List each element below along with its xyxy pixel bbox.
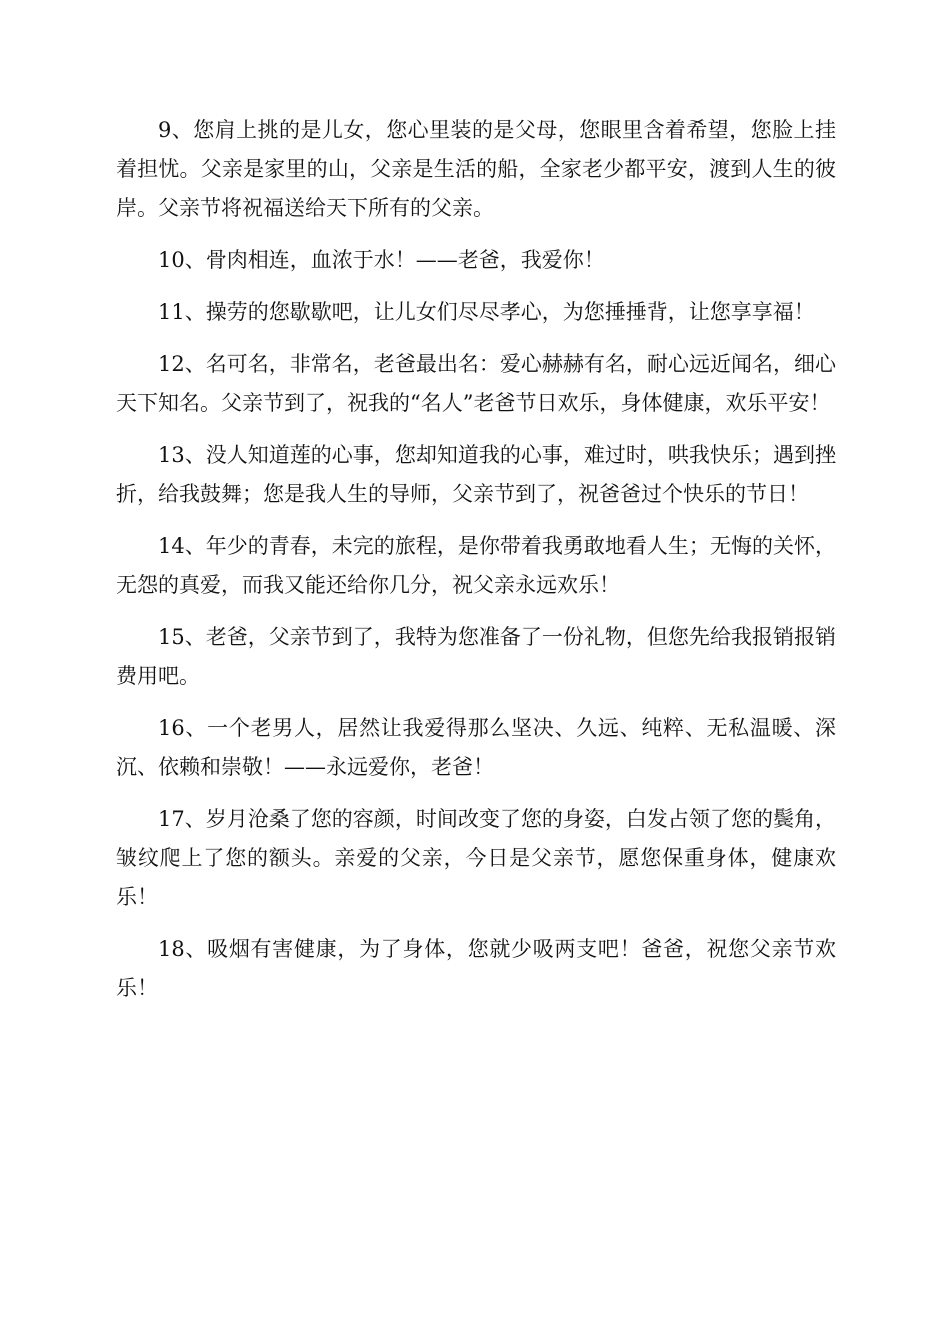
paragraph-13: 13、没人知道莲的心事，您却知道我的心事，难过时，哄我快乐；遇到挫折，给我鼓舞；您是我人生的导师，父亲节到了，祝爸爸过个快乐的节日！ [116,443,836,506]
paragraph-10: 10、骨肉相连，血浓于水！——老爸，我爱你！ [158,248,605,272]
paragraph-12: 12、名可名，非常名，老爸最出名：爱心赫赫有名，耐心远近闻名，细心天下知名。父亲节到了，祝我的“名人”老爸节日欢乐，身体健康，欢乐平安！ [116,352,836,415]
paragraph-9: 9、您肩上挑的是儿女，您心里装的是父母，您眼里含着希望，您脸上挂着担忧。父亲是家里的山，父亲是生活的船，全家老少都平安，渡到人生的彼岸。父亲节将祝福送给天下所有的父亲。 [116,118,836,220]
document-body [116,111,836,1021]
paragraph-15: 15、老爸，父亲节到了，我特为您准备了一份礼物，但您先给我报销报销费用吧。 [116,625,836,688]
paragraph-11: 11、操劳的您歇歇吧，让儿女们尽尽孝心，为您捶捶背，让您享享福！ [158,300,815,324]
paragraph-18: 18、吸烟有害健康，为了身体，您就少吸两支吧！爸爸，祝您父亲节欢乐！ [116,937,836,1000]
paragraph-16: 16、一个老男人，居然让我爱得那么坚决、久远、纯粹、无私温暖、深沉、依赖和崇敬！——永远爱你，老爸！ [116,716,836,779]
paragraph-14: 14、年少的青春，未完的旅程，是你带着我勇敢地看人生；无悔的关怀，无怨的真爱，而我又能还给你几分，祝父亲永远欢乐！ [116,534,836,597]
paragraph-17: 17、岁月沧桑了您的容颜，时间改变了您的身姿，白发占领了您的鬓角，皱纹爬上了您的额头。亲爱的父亲，今日是父亲节，愿您保重身体，健康欢乐！ [116,807,836,909]
